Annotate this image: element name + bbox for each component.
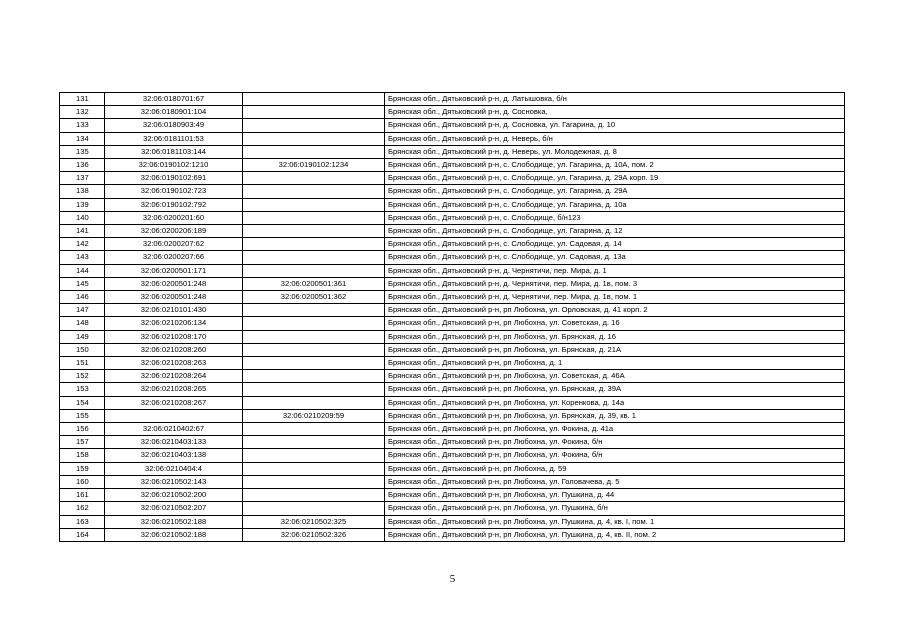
address-cell: Брянская обл., Дятьковский р-н, рп Любохна, ул. Брянская, д. 21А [385, 343, 845, 356]
address-cell: Брянская обл., Дятьковский р-н, д. Чернятичи, пер. Мира, д. 1в, пом. 1 [385, 291, 845, 304]
object-cadastral-number-cell [243, 185, 385, 198]
table-row [60, 304, 845, 317]
row-number-cell: 145 [60, 277, 105, 290]
row-number-cell: 152 [60, 370, 105, 383]
row-number-cell: 134 [60, 132, 105, 145]
cadastral-number-cell: 32:06:0200501:248 [105, 291, 243, 304]
address-cell: Брянская обл., Дятьковский р-н, с. Слободище, ул. Садовая, д. 13а [385, 251, 845, 264]
cadastral-number-cell: 32:06:0180901:104 [105, 106, 243, 119]
address-cell: Брянская обл., Дятьковский р-н, рп Любохна, ул. Фокина, д. 41а [385, 423, 845, 436]
address-cell: Брянская обл., Дятьковский р-н, с. Слободище, ул. Гагарина, д. 29А [385, 185, 845, 198]
table-row [60, 211, 845, 224]
table-row [60, 317, 845, 330]
object-cadastral-number-cell [243, 330, 385, 343]
object-cadastral-number-cell: 32:06:0200501:361 [243, 277, 385, 290]
cadastral-number-cell: 32:06:0190102:723 [105, 185, 243, 198]
cadastral-number-cell: 32:06:0210502:200 [105, 489, 243, 502]
row-number-cell: 139 [60, 198, 105, 211]
cadastral-number-cell: 32:06:0190102:792 [105, 198, 243, 211]
object-cadastral-number-cell: 32:06:0210502:325 [243, 515, 385, 528]
row-number-cell: 156 [60, 423, 105, 436]
cadastral-number-cell: 32:06:0210206:134 [105, 317, 243, 330]
row-number-cell: 154 [60, 396, 105, 409]
table-row [60, 330, 845, 343]
row-number-cell: 147 [60, 304, 105, 317]
table-row [60, 185, 845, 198]
table-row [60, 396, 845, 409]
table-row [60, 277, 845, 290]
table-body [60, 93, 845, 542]
object-cadastral-number-cell [243, 317, 385, 330]
cadastral-number-cell: 32:06:0200207:62 [105, 238, 243, 251]
address-cell: Брянская обл., Дятьковский р-н, рп Любохна, ул. Брянская, д. 39, кв. 1 [385, 409, 845, 422]
object-cadastral-number-cell [243, 502, 385, 515]
row-number-cell: 146 [60, 291, 105, 304]
object-cadastral-number-cell [243, 423, 385, 436]
cadastral-number-cell: 32:06:0210208:267 [105, 396, 243, 409]
table-row [60, 357, 845, 370]
table-row [60, 132, 845, 145]
table-row [60, 409, 845, 422]
row-number-cell: 140 [60, 211, 105, 224]
object-cadastral-number-cell [243, 370, 385, 383]
object-cadastral-number-cell: 32:06:0210209:59 [243, 409, 385, 422]
table-row [60, 528, 845, 541]
table-row [60, 264, 845, 277]
row-number-cell: 142 [60, 238, 105, 251]
object-cadastral-number-cell [243, 251, 385, 264]
object-cadastral-number-cell [243, 145, 385, 158]
object-cadastral-number-cell [243, 238, 385, 251]
row-number-cell: 137 [60, 172, 105, 185]
object-cadastral-number-cell [243, 357, 385, 370]
table-row [60, 475, 845, 488]
object-cadastral-number-cell [243, 462, 385, 475]
row-number-cell: 133 [60, 119, 105, 132]
cadastral-number-cell: 32:06:0200207:66 [105, 251, 243, 264]
object-cadastral-number-cell [243, 475, 385, 488]
address-cell: Брянская обл., Дятьковский р-н, д. Сосновка, [385, 106, 845, 119]
row-number-cell: 159 [60, 462, 105, 475]
table-row [60, 106, 845, 119]
address-cell: Брянская обл., Дятьковский р-н, с. Слободище, ул. Гагарина, д. 10а [385, 198, 845, 211]
row-number-cell: 131 [60, 93, 105, 106]
row-number-cell: 164 [60, 528, 105, 541]
cadastral-number-cell: 32:06:0210502:207 [105, 502, 243, 515]
page-number: 5 [449, 573, 456, 585]
address-cell: Брянская обл., Дятьковский р-н, рп Любохна, ул. Брянская, д. 39А [385, 383, 845, 396]
cadastral-number-cell: 32:06:0180903:49 [105, 119, 243, 132]
object-cadastral-number-cell [243, 264, 385, 277]
cadastral-number-cell: 32:06:0210208:170 [105, 330, 243, 343]
object-cadastral-number-cell [243, 172, 385, 185]
object-cadastral-number-cell [243, 211, 385, 224]
address-cell: Брянская обл., Дятьковский р-н, д. Латышовка, б/н [385, 93, 845, 106]
cadastral-number-cell: 32:06:0210502:188 [105, 528, 243, 541]
address-cell: Брянская обл., Дятьковский р-н, д. Чернятичи, пер. Мира, д. 1 [385, 264, 845, 277]
cadastral-number-cell: 32:06:0200206:189 [105, 225, 243, 238]
table-row [60, 172, 845, 185]
object-cadastral-number-cell [243, 106, 385, 119]
address-cell: Брянская обл., Дятьковский р-н, рп Любохна, д. 59 [385, 462, 845, 475]
cadastral-number-cell: 32:06:0200201:60 [105, 211, 243, 224]
row-number-cell: 149 [60, 330, 105, 343]
address-cell: Брянская обл., Дятьковский р-н, с. Слободище, ул. Гагарина, д. 10А, пом. 2 [385, 159, 845, 172]
table-row [60, 145, 845, 158]
table-row [60, 383, 845, 396]
row-number-cell: 155 [60, 409, 105, 422]
address-cell: Брянская обл., Дятьковский р-н, д. Неверь, б/н [385, 132, 845, 145]
cadastral-number-cell: 32:06:0210403:133 [105, 436, 243, 449]
table-row [60, 251, 845, 264]
object-cadastral-number-cell [243, 343, 385, 356]
row-number-cell: 136 [60, 159, 105, 172]
row-number-cell: 158 [60, 449, 105, 462]
cadastral-number-cell: 32:06:0200501:248 [105, 277, 243, 290]
object-cadastral-number-cell [243, 132, 385, 145]
row-number-cell: 163 [60, 515, 105, 528]
row-number-cell: 151 [60, 357, 105, 370]
address-cell: Брянская обл., Дятьковский р-н, рп Любохна, д. 1 [385, 357, 845, 370]
address-cell: Брянская обл., Дятьковский р-н, д. Сосновка, ул. Гагарина, д. 10 [385, 119, 845, 132]
object-cadastral-number-cell [243, 93, 385, 106]
table-row [60, 370, 845, 383]
cadastral-number-cell: 32:06:0210502:188 [105, 515, 243, 528]
cadastral-number-cell: 32:06:0210208:263 [105, 357, 243, 370]
address-cell: Брянская обл., Дятьковский р-н, рп Любохна, ул. Орловская, д. 41 корп. 2 [385, 304, 845, 317]
address-cell: Брянская обл., Дятьковский р-н, с. Слободище, ул. Садовая, д. 14 [385, 238, 845, 251]
cadastral-number-cell: 32:06:0210502:143 [105, 475, 243, 488]
address-cell: Брянская обл., Дятьковский р-н, рп Любохна, ул. Пушкина, д. 4, кв. II, пом. 2 [385, 528, 845, 541]
cadastral-number-cell: 32:06:0190102:691 [105, 172, 243, 185]
row-number-cell: 132 [60, 106, 105, 119]
address-cell: Брянская обл., Дятьковский р-н, рп Любохна, ул. Советская, д. 16 [385, 317, 845, 330]
table-row [60, 343, 845, 356]
table-row [60, 436, 845, 449]
cadastral-number-cell: 32:06:0181103:144 [105, 145, 243, 158]
cadastral-number-cell: 32:06:0210208:265 [105, 383, 243, 396]
table-row [60, 462, 845, 475]
table-row [60, 449, 845, 462]
object-cadastral-number-cell [243, 304, 385, 317]
object-cadastral-number-cell [243, 383, 385, 396]
address-cell: Брянская обл., Дятьковский р-н, рп Любохна, ул. Головачева, д. 5 [385, 475, 845, 488]
table-row [60, 238, 845, 251]
row-number-cell: 135 [60, 145, 105, 158]
address-cell: Брянская обл., Дятьковский р-н, рп Любохна, ул. Коренкова, д. 14а [385, 396, 845, 409]
object-cadastral-number-cell [243, 436, 385, 449]
object-cadastral-number-cell: 32:06:0210502:326 [243, 528, 385, 541]
object-cadastral-number-cell [243, 396, 385, 409]
address-cell: Брянская обл., Дятьковский р-н, рп Любохна, ул. Пушкина, д. 4, кв. I, пом. 1 [385, 515, 845, 528]
table-row [60, 119, 845, 132]
row-number-cell: 153 [60, 383, 105, 396]
table-row [60, 225, 845, 238]
table-row [60, 159, 845, 172]
row-number-cell: 141 [60, 225, 105, 238]
address-cell: Брянская обл., Дятьковский р-н, д. Неверь, ул. Молодежная, д. 8 [385, 145, 845, 158]
cadastral-number-cell: 32:06:0200501:171 [105, 264, 243, 277]
table-row [60, 291, 845, 304]
object-cadastral-number-cell [243, 119, 385, 132]
row-number-cell: 143 [60, 251, 105, 264]
object-cadastral-number-cell [243, 225, 385, 238]
property-registry-table [59, 92, 845, 542]
cadastral-number-cell: 32:06:0210404:4 [105, 462, 243, 475]
object-cadastral-number-cell [243, 489, 385, 502]
address-cell: Брянская обл., Дятьковский р-н, рп Любохна, ул. Фокина, б/н [385, 449, 845, 462]
address-cell: Брянская обл., Дятьковский р-н, с. Слободище, ул. Гагарина, д. 12 [385, 225, 845, 238]
object-cadastral-number-cell: 32:06:0190102:1234 [243, 159, 385, 172]
row-number-cell: 138 [60, 185, 105, 198]
row-number-cell: 162 [60, 502, 105, 515]
cadastral-number-cell: 32:06:0210208:260 [105, 343, 243, 356]
object-cadastral-number-cell [243, 198, 385, 211]
table-row [60, 489, 845, 502]
object-cadastral-number-cell [243, 449, 385, 462]
object-cadastral-number-cell: 32:06:0200501:362 [243, 291, 385, 304]
cadastral-number-cell: 32:06:0210208:264 [105, 370, 243, 383]
row-number-cell: 161 [60, 489, 105, 502]
cadastral-number-cell [105, 409, 243, 422]
address-cell: Брянская обл., Дятьковский р-н, с. Слободище, ул. Гагарина, д. 29А корп. 19 [385, 172, 845, 185]
address-cell: Брянская обл., Дятьковский р-н, рп Любохна, ул. Пушкина, б/н [385, 502, 845, 515]
address-cell: Брянская обл., Дятьковский р-н, с. Слободище, б/н123 [385, 211, 845, 224]
cadastral-number-cell: 32:06:0180701:67 [105, 93, 243, 106]
table-row [60, 502, 845, 515]
cadastral-number-cell: 32:06:0210101:430 [105, 304, 243, 317]
table-row [60, 423, 845, 436]
address-cell: Брянская обл., Дятьковский р-н, рп Любохна, ул. Советская, д. 46А [385, 370, 845, 383]
cadastral-number-cell: 32:06:0181101:53 [105, 132, 243, 145]
cadastral-number-cell: 32:06:0190102:1210 [105, 159, 243, 172]
address-cell: Брянская обл., Дятьковский р-н, рп Любохна, ул. Пушкина, д. 44 [385, 489, 845, 502]
cadastral-number-cell: 32:06:0210403:138 [105, 449, 243, 462]
row-number-cell: 160 [60, 475, 105, 488]
address-cell: Брянская обл., Дятьковский р-н, рп Любохна, ул. Фокина, б/н [385, 436, 845, 449]
address-cell: Брянская обл., Дятьковский р-н, рп Любохна, ул. Брянская, д. 16 [385, 330, 845, 343]
row-number-cell: 157 [60, 436, 105, 449]
table-row [60, 198, 845, 211]
table-row [60, 93, 845, 106]
cadastral-number-cell: 32:06:0210402:67 [105, 423, 243, 436]
row-number-cell: 148 [60, 317, 105, 330]
row-number-cell: 150 [60, 343, 105, 356]
table-row [60, 515, 845, 528]
address-cell: Брянская обл., Дятьковский р-н, д. Чернятичи, пер. Мира, д. 1в, пом. 3 [385, 277, 845, 290]
row-number-cell: 144 [60, 264, 105, 277]
